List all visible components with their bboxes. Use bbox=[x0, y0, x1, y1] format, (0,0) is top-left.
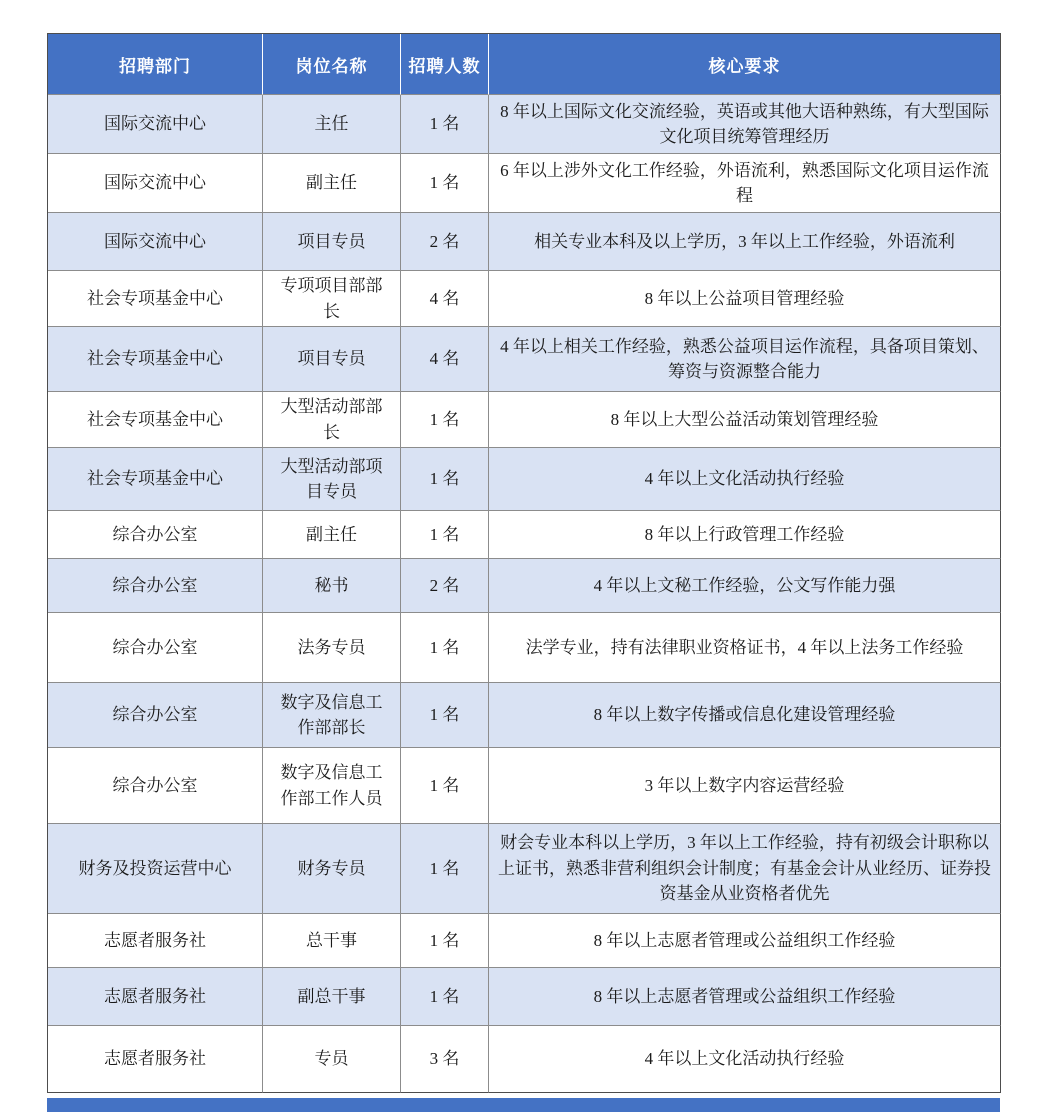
table-row bbox=[48, 327, 1001, 392]
department-cell: 综合办公室 bbox=[48, 683, 263, 748]
requirements-cell: 8 年以上志愿者管理或公益组织工作经验 bbox=[489, 968, 1001, 1026]
column-header-headcount: 招聘人数 bbox=[401, 34, 489, 95]
position-cell: 法务专员 bbox=[263, 613, 401, 683]
position-cell: 大型活动部部长 bbox=[263, 392, 401, 448]
table-row bbox=[48, 613, 1001, 683]
table-row bbox=[48, 392, 1001, 448]
table-row bbox=[48, 213, 1001, 271]
headcount-cell: 1 名 bbox=[401, 448, 489, 511]
requirements-cell: 法学专业，持有法律职业资格证书，4 年以上法务工作经验 bbox=[489, 613, 1001, 683]
position-cell: 项目专员 bbox=[263, 213, 401, 271]
department-cell: 财务及投资运营中心 bbox=[48, 824, 263, 914]
headcount-cell: 1 名 bbox=[401, 154, 489, 213]
department-cell: 社会专项基金中心 bbox=[48, 327, 263, 392]
position-cell: 数字及信息工作部部长 bbox=[263, 683, 401, 748]
position-cell: 副总干事 bbox=[263, 968, 401, 1026]
requirements-cell: 相关专业本科及以上学历，3 年以上工作经验，外语流利 bbox=[489, 213, 1001, 271]
column-header-position: 岗位名称 bbox=[263, 34, 401, 95]
column-header-department: 招聘部门 bbox=[48, 34, 263, 95]
requirements-cell: 8 年以上公益项目管理经验 bbox=[489, 271, 1001, 327]
requirements-cell: 4 年以上文化活动执行经验 bbox=[489, 1026, 1001, 1093]
table-row bbox=[48, 748, 1001, 824]
table-row bbox=[48, 1026, 1001, 1093]
requirements-cell: 4 年以上文秘工作经验，公文写作能力强 bbox=[489, 559, 1001, 613]
headcount-cell: 1 名 bbox=[401, 824, 489, 914]
table-row bbox=[48, 968, 1001, 1026]
department-cell: 国际交流中心 bbox=[48, 95, 263, 154]
headcount-cell: 3 名 bbox=[401, 1026, 489, 1093]
requirements-cell: 8 年以上数字传播或信息化建设管理经验 bbox=[489, 683, 1001, 748]
table-row bbox=[48, 824, 1001, 914]
table-row bbox=[48, 448, 1001, 511]
department-cell: 综合办公室 bbox=[48, 748, 263, 824]
position-cell: 专员 bbox=[263, 1026, 401, 1093]
headcount-cell: 1 名 bbox=[401, 748, 489, 824]
department-cell: 综合办公室 bbox=[48, 559, 263, 613]
table-header-row bbox=[48, 34, 1001, 95]
position-cell: 项目专员 bbox=[263, 327, 401, 392]
department-cell: 社会专项基金中心 bbox=[48, 392, 263, 448]
department-cell: 志愿者服务社 bbox=[48, 914, 263, 968]
table-row bbox=[48, 511, 1001, 559]
recruitment-table bbox=[47, 33, 1001, 1093]
headcount-cell: 1 名 bbox=[401, 914, 489, 968]
department-cell: 社会专项基金中心 bbox=[48, 448, 263, 511]
column-header-requirements: 核心要求 bbox=[489, 34, 1001, 95]
requirements-cell: 8 年以上大型公益活动策划管理经验 bbox=[489, 392, 1001, 448]
headcount-cell: 2 名 bbox=[401, 559, 489, 613]
headcount-cell: 4 名 bbox=[401, 271, 489, 327]
position-cell: 总干事 bbox=[263, 914, 401, 968]
position-cell: 副主任 bbox=[263, 511, 401, 559]
requirements-cell: 8 年以上志愿者管理或公益组织工作经验 bbox=[489, 914, 1001, 968]
headcount-cell: 2 名 bbox=[401, 213, 489, 271]
next-section-header-strip bbox=[47, 1098, 1000, 1112]
headcount-cell: 1 名 bbox=[401, 95, 489, 154]
department-cell: 综合办公室 bbox=[48, 613, 263, 683]
requirements-cell: 3 年以上数字内容运营经验 bbox=[489, 748, 1001, 824]
position-cell: 秘书 bbox=[263, 559, 401, 613]
requirements-cell: 4 年以上文化活动执行经验 bbox=[489, 448, 1001, 511]
position-cell: 大型活动部项目专员 bbox=[263, 448, 401, 511]
headcount-cell: 1 名 bbox=[401, 968, 489, 1026]
department-cell: 志愿者服务社 bbox=[48, 1026, 263, 1093]
department-cell: 志愿者服务社 bbox=[48, 968, 263, 1026]
position-cell: 财务专员 bbox=[263, 824, 401, 914]
headcount-cell: 1 名 bbox=[401, 392, 489, 448]
table-row bbox=[48, 154, 1001, 213]
table-row bbox=[48, 559, 1001, 613]
table-row bbox=[48, 914, 1001, 968]
department-cell: 国际交流中心 bbox=[48, 213, 263, 271]
position-cell: 数字及信息工作部工作人员 bbox=[263, 748, 401, 824]
table-row bbox=[48, 271, 1001, 327]
position-cell: 副主任 bbox=[263, 154, 401, 213]
headcount-cell: 1 名 bbox=[401, 511, 489, 559]
headcount-cell: 1 名 bbox=[401, 683, 489, 748]
headcount-cell: 1 名 bbox=[401, 613, 489, 683]
department-cell: 综合办公室 bbox=[48, 511, 263, 559]
table-row bbox=[48, 683, 1001, 748]
position-cell: 专项项目部部长 bbox=[263, 271, 401, 327]
requirements-cell: 6 年以上涉外文化工作经验，外语流利，熟悉国际文化项目运作流程 bbox=[489, 154, 1001, 213]
table-row bbox=[48, 95, 1001, 154]
requirements-cell: 4 年以上相关工作经验，熟悉公益项目运作流程，具备项目策划、筹资与资源整合能力 bbox=[489, 327, 1001, 392]
requirements-cell: 财会专业本科以上学历，3 年以上工作经验，持有初级会计职称以上证书，熟悉非营利组织会计制度；有基金会计从业经历、证券投资基金从业资格者优先 bbox=[489, 824, 1001, 914]
requirements-cell: 8 年以上国际文化交流经验，英语或其他大语种熟练，有大型国际文化项目统筹管理经历 bbox=[489, 95, 1001, 154]
headcount-cell: 4 名 bbox=[401, 327, 489, 392]
department-cell: 国际交流中心 bbox=[48, 154, 263, 213]
department-cell: 社会专项基金中心 bbox=[48, 271, 263, 327]
position-cell: 主任 bbox=[263, 95, 401, 154]
requirements-cell: 8 年以上行政管理工作经验 bbox=[489, 511, 1001, 559]
